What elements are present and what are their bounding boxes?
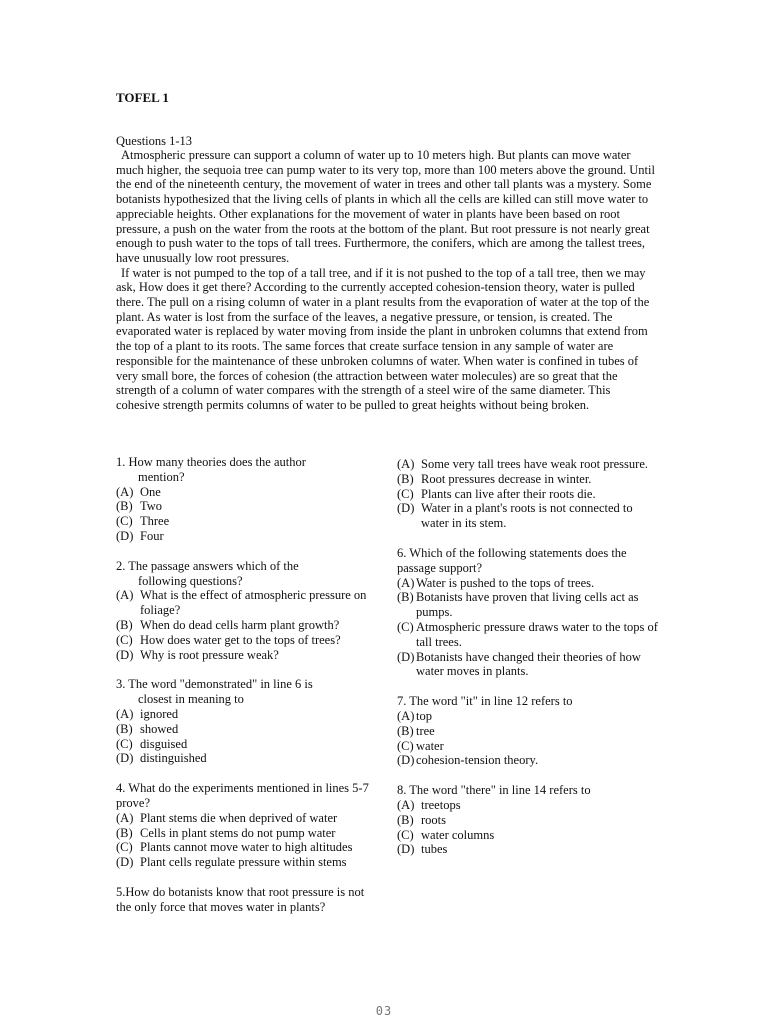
question-3-stem-cont: closest in meaning to	[138, 692, 244, 707]
option-label: (B)	[116, 825, 133, 840]
passage-paragraph-2: If water is not pumped to the top of a tall tree, and if it is not pushed to the top of a tall tree, then we may ask, How does it get there? According to the currently accepted cohesion-tension theory, water is pulled there. The pull on a rising column of water in a plant results from the evaporation of water at the top of the plant. As water is lost from the surface of the leaves, a negative pressure, or tension, is created. The evaporated water is replaced by water moving from inside the plant in unbroken columns that extend from the top of a plant to its roots. The same forces that create surface tension in any sample of water are responsible for the maintenance of these unbroken columns of water. When water is confined in tubes of very small bore, the forces of cohesion (the attraction between water molecules) are so great that the strength of a column of water compares with the strength of a steel wire of the same diameter. This cohesive strength permits columns of water to be pulled to great heights without being broken.	[116, 265, 650, 412]
question-5	[116, 885, 378, 915]
option-text: Plants cannot move water to high altitudes	[140, 840, 353, 855]
option-text: disguised	[140, 736, 188, 751]
option-text: tubes	[421, 842, 448, 857]
question-8-option-d[interactable]	[397, 842, 659, 857]
option-text: Atmospheric pressure draws water to the tops of tall trees.	[416, 619, 658, 649]
question-6-option-d[interactable]	[397, 650, 659, 680]
question-5-option-d[interactable]	[397, 501, 659, 531]
question-6-option-b[interactable]	[397, 590, 659, 620]
option-label: (B)	[397, 812, 414, 827]
option-text: Cells in plant stems do not pump water	[140, 825, 336, 840]
question-4-stem: 4. What do the experiments mentioned in lines 5-7 prove?	[116, 781, 369, 810]
question-1	[116, 455, 378, 544]
question-5-option-b[interactable]	[397, 472, 659, 487]
option-label: (C)	[397, 486, 414, 501]
question-6	[397, 546, 659, 679]
question-8-stem: 8. The word "there" in line 14 refers to	[397, 783, 591, 798]
question-4-option-c[interactable]	[116, 840, 378, 855]
option-text: water	[416, 738, 444, 753]
option-text: Plants can live after their roots die.	[421, 486, 596, 501]
option-text: Some very tall trees have weak root pressure.	[421, 457, 649, 471]
question-7-stem: 7. The word "it" in line 12 refers to	[397, 694, 573, 709]
page-title: TOFEL 1	[116, 90, 169, 105]
question-7	[397, 694, 659, 768]
question-5-stem: 5.How do botanists know that root pressure is not the only force that moves water in plants?	[116, 884, 365, 914]
option-text: tree	[416, 723, 435, 738]
option-text: distinguished	[140, 751, 207, 766]
option-label: (D)	[397, 649, 415, 664]
option-label: (C)	[116, 632, 133, 647]
question-6-option-a[interactable]	[397, 576, 659, 591]
question-3-stem: 3. The word "demonstrated" in line 6 is	[116, 677, 313, 692]
question-5-option-a[interactable]	[397, 457, 659, 472]
question-5-options	[397, 457, 659, 531]
question-2	[116, 559, 378, 663]
option-label: (D)	[397, 842, 415, 857]
question-8-option-b[interactable]	[397, 813, 659, 828]
question-3-option-c[interactable]	[116, 737, 378, 752]
question-3-option-d[interactable]	[116, 751, 378, 766]
question-3-option-a[interactable]	[116, 707, 378, 722]
option-label: (D)	[397, 753, 415, 768]
option-text: Plant stems die when deprived of water	[140, 810, 338, 825]
option-label: (A)	[116, 484, 134, 499]
questions-left-column	[116, 455, 378, 915]
questions-right-column	[397, 457, 659, 857]
section-label: Questions 1-13	[116, 134, 193, 148]
option-label: (C)	[397, 827, 414, 842]
option-label: (A)	[397, 797, 415, 812]
option-label: (C)	[116, 736, 133, 751]
option-label: (D)	[116, 855, 134, 870]
reading-passage	[116, 148, 656, 413]
option-label: (D)	[397, 501, 415, 516]
option-label: (C)	[116, 514, 133, 529]
option-label: (D)	[116, 647, 134, 662]
question-1-option-c[interactable]	[116, 514, 378, 529]
question-2-stem-cont: following questions?	[138, 573, 243, 588]
question-4	[116, 781, 378, 870]
question-1-stem-cont: mention?	[138, 469, 185, 484]
option-label: (B)	[116, 499, 133, 514]
option-text: water columns	[421, 827, 495, 842]
question-8	[397, 783, 659, 857]
question-2-option-d[interactable]	[116, 648, 378, 663]
question-4-option-b[interactable]	[116, 826, 378, 841]
option-label: (A)	[397, 457, 415, 471]
question-7-option-b[interactable]	[397, 724, 659, 739]
question-7-option-a[interactable]	[397, 709, 659, 724]
option-label: (B)	[397, 471, 414, 486]
question-3	[116, 677, 378, 766]
question-2-option-a[interactable]	[116, 588, 378, 618]
question-1-option-d[interactable]	[116, 529, 378, 544]
option-text: top	[416, 708, 432, 723]
option-text: Plant cells regulate pressure within stems	[140, 855, 347, 870]
option-text: roots	[421, 812, 446, 827]
question-2-stem: 2. The passage answers which of the	[116, 558, 299, 573]
option-text: Root pressures decrease in winter.	[421, 471, 592, 486]
question-1-option-a[interactable]	[116, 485, 378, 500]
option-label: (C)	[397, 619, 414, 634]
option-label: (A)	[116, 810, 134, 825]
question-1-stem: 1. How many theories does the author	[116, 455, 306, 469]
question-7-option-d[interactable]	[397, 753, 659, 768]
option-text: ignored	[140, 706, 179, 721]
option-text: Water is pushed to the tops of trees.	[416, 575, 595, 590]
option-text: treetops	[421, 797, 461, 812]
question-7-option-c[interactable]	[397, 739, 659, 754]
page-number: 03	[375, 1004, 393, 1018]
option-label: (C)	[397, 738, 414, 753]
option-label: (A)	[397, 708, 415, 723]
option-label: (B)	[116, 617, 133, 632]
question-4-option-d[interactable]	[116, 855, 378, 870]
option-label: (D)	[116, 528, 134, 543]
option-text: Botanists have proven that living cells act as pumps.	[416, 590, 639, 620]
question-4-option-a[interactable]	[116, 811, 378, 826]
option-text: showed	[140, 721, 179, 736]
passage-paragraph-1: Atmospheric pressure can support a column of water up to 10 meters high. But plants can move water much higher, the sequoia tree can pump water to its very top, more than 100 meters above the ground. Until the end of the nineteenth century, the movement of water in trees and other tall plants was a mystery. Some botanists hypothesized that the living cells of plants in which all the cells are killed can still move water to appreciable heights. Other explanations for the movement of water in plants have been based on root pressure, a push on the water from the roots at the bottom of the plant. But root pressure is not nearly great enough to push water to the tops of tall trees. Furthermore, the conifers, which are among the tallest trees, have unusually low root pressures.	[116, 148, 655, 265]
option-text: Three	[140, 514, 170, 529]
question-2-option-c[interactable]	[116, 633, 378, 648]
option-label: (A)	[397, 575, 415, 590]
question-2-option-b[interactable]	[116, 618, 378, 633]
option-label: (A)	[116, 588, 134, 603]
option-text: cohesion-tension theory.	[416, 753, 539, 768]
option-text: Botanists have changed their theories of how water moves in plants.	[416, 649, 641, 679]
option-text: Why is root pressure weak?	[140, 647, 279, 662]
option-text: When do dead cells harm plant growth?	[140, 617, 340, 632]
question-3-option-b[interactable]	[116, 722, 378, 737]
option-text: What is the effect of atmospheric pressure on foliage?	[140, 588, 367, 618]
question-1-option-b[interactable]	[116, 499, 378, 514]
option-label: (A)	[116, 706, 134, 721]
option-label: (B)	[397, 723, 414, 738]
question-6-stem: 6. Which of the following statements does the passage support?	[397, 545, 627, 575]
option-text: Four	[140, 528, 164, 543]
option-text: Two	[140, 499, 163, 514]
option-text: One	[140, 484, 161, 499]
option-text: How does water get to the tops of trees?	[140, 632, 341, 647]
option-text: Water in a plant's roots is not connected to water in its stem.	[421, 501, 633, 531]
question-5-option-c[interactable]	[397, 487, 659, 502]
option-label: (C)	[116, 840, 133, 855]
question-8-option-c[interactable]	[397, 828, 659, 843]
option-label: (B)	[397, 590, 414, 605]
question-6-option-c[interactable]	[397, 620, 659, 650]
option-label: (D)	[116, 751, 134, 766]
option-label: (B)	[116, 721, 133, 736]
question-8-option-a[interactable]	[397, 798, 659, 813]
